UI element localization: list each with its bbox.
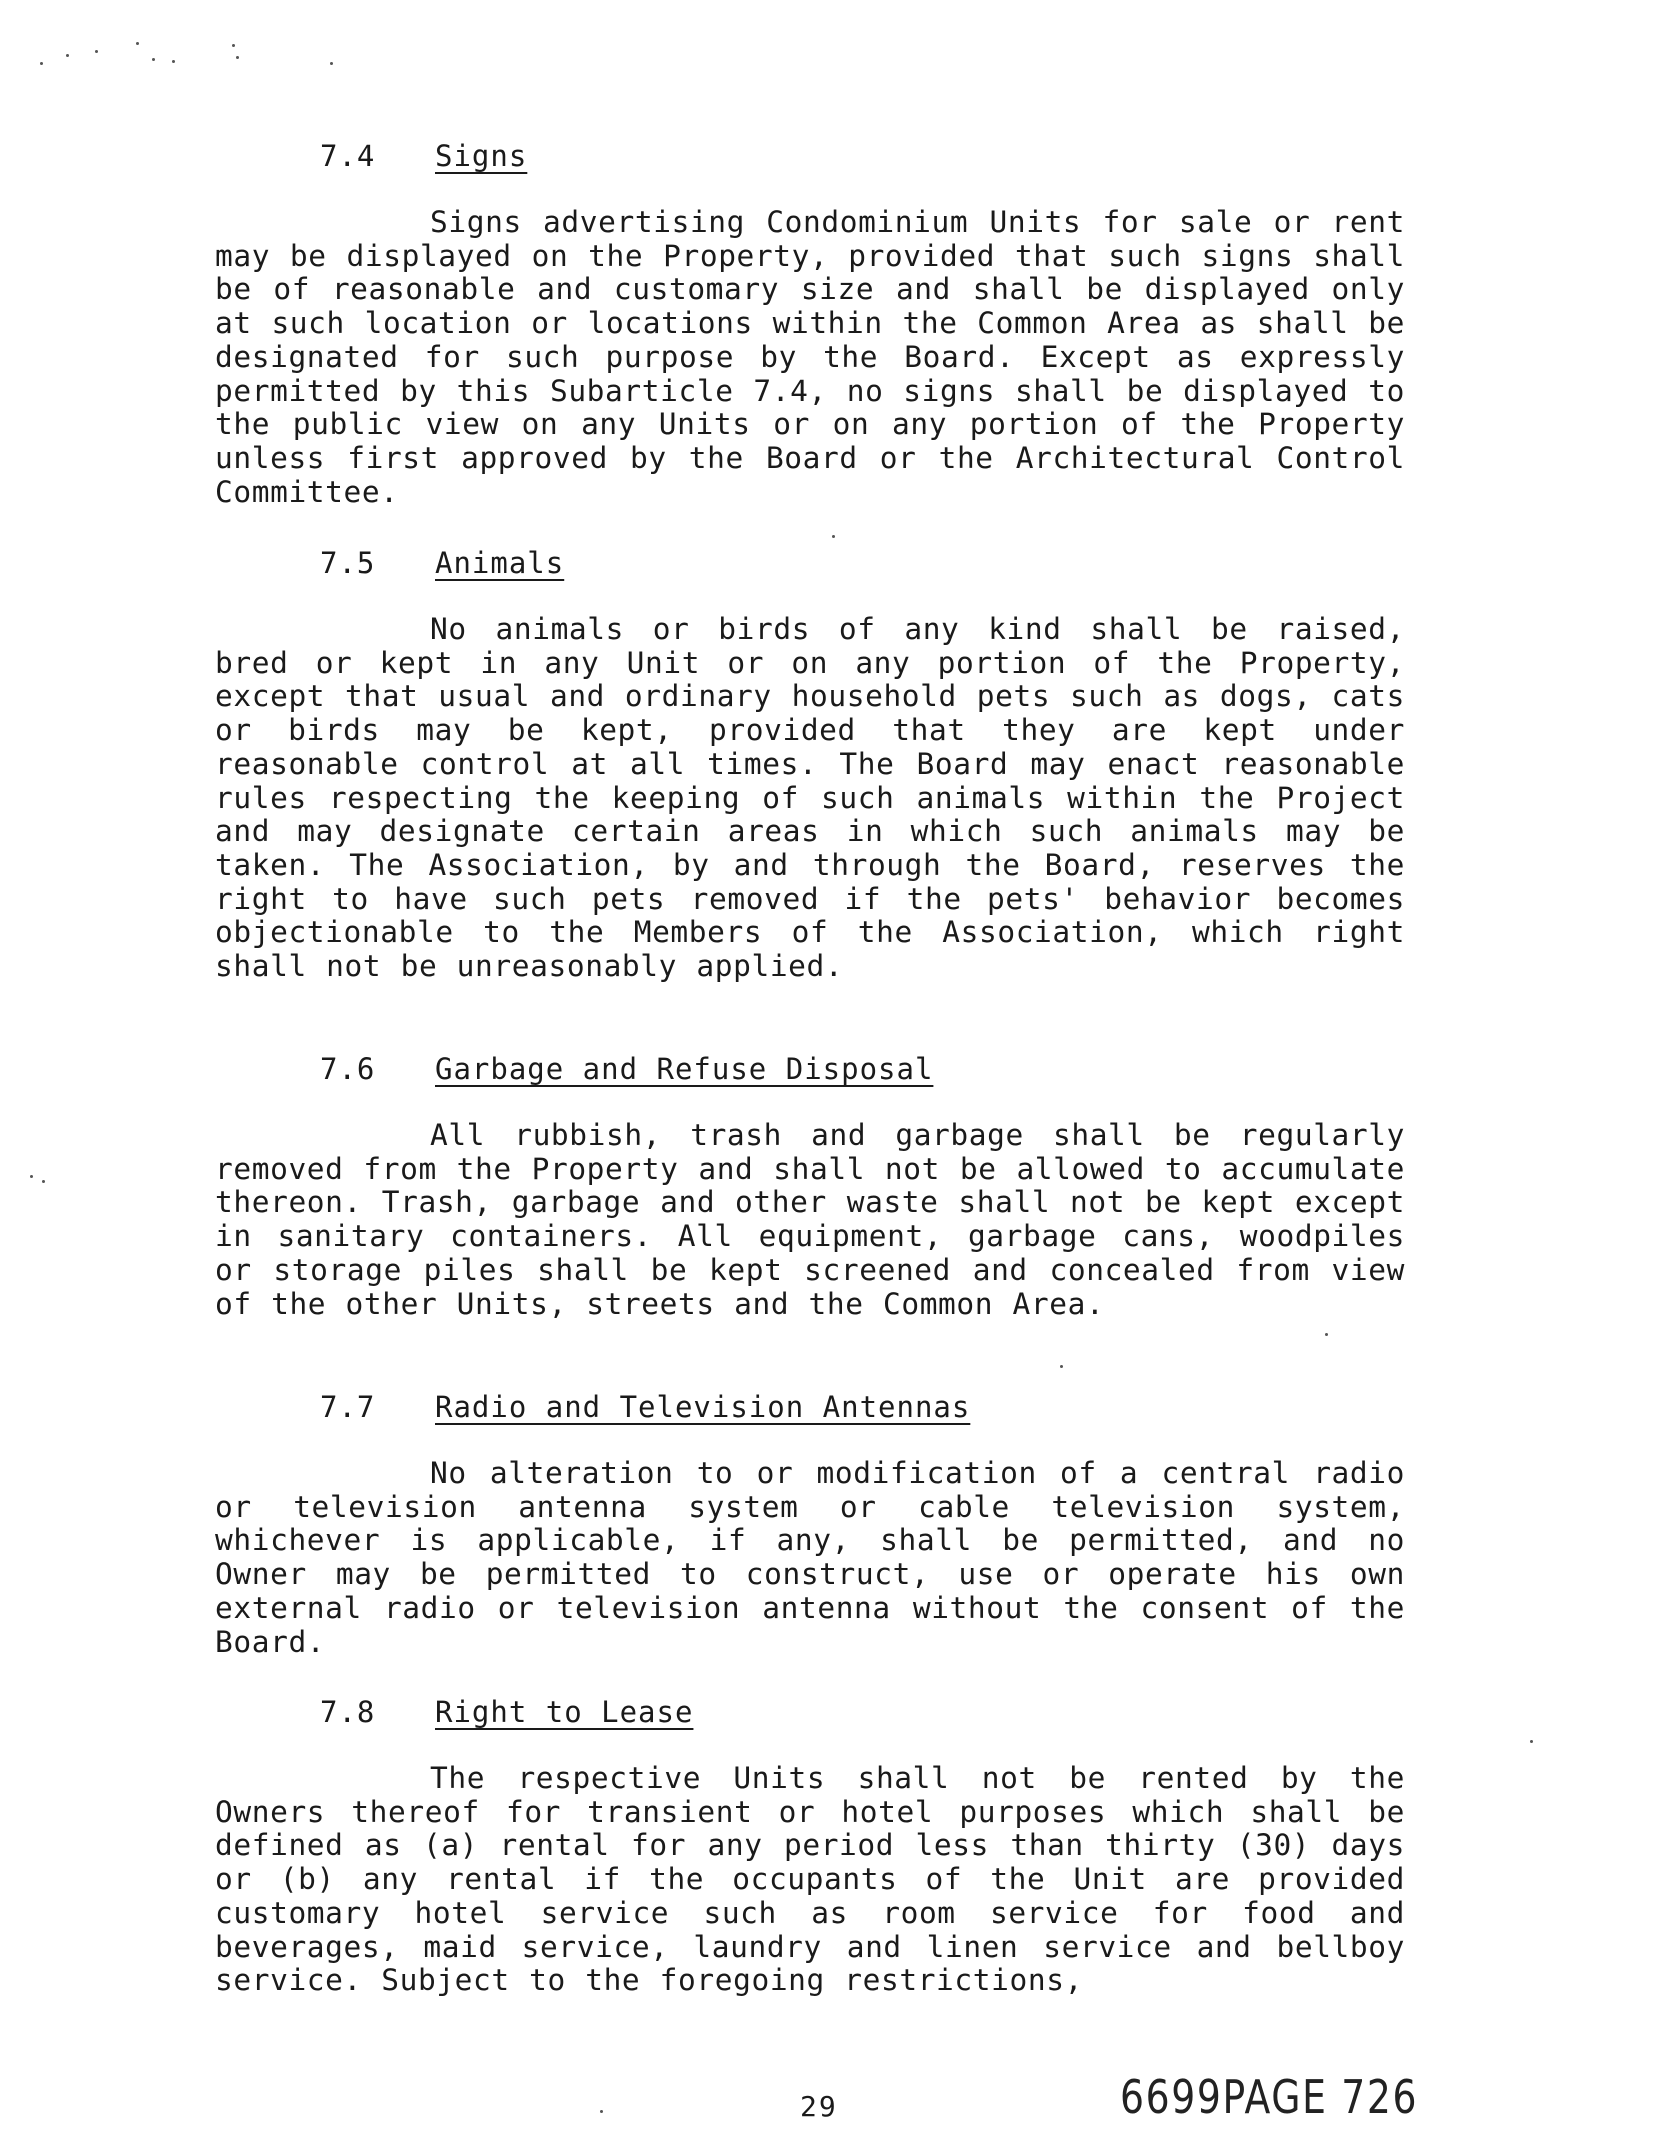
scan-speck	[40, 62, 43, 65]
scan-speck	[136, 42, 139, 45]
section-title: Signs	[435, 139, 528, 173]
scan-speck	[66, 54, 69, 57]
section-7-5	[215, 543, 1405, 1013]
section-number: 7.7	[320, 1390, 376, 1424]
section-7-8	[215, 1692, 1405, 2027]
section-heading	[215, 136, 1405, 176]
scan-speck	[232, 44, 235, 47]
scan-speck	[30, 1175, 33, 1178]
scan-speck	[1060, 1365, 1063, 1368]
scan-speck	[330, 62, 333, 65]
section-7-4	[215, 136, 1405, 539]
section-number: 7.8	[320, 1695, 376, 1729]
scan-speck	[172, 60, 175, 63]
scan-speck	[1530, 1740, 1533, 1743]
section-7-6	[215, 1049, 1405, 1351]
section-heading	[215, 543, 1405, 583]
scan-speck	[152, 58, 155, 61]
page-number: 29	[800, 2090, 838, 2123]
section-title: Radio and Television Antennas	[435, 1390, 971, 1424]
section-heading	[215, 1387, 1405, 1427]
section-heading	[215, 1692, 1405, 1732]
scan-speck	[42, 1180, 45, 1183]
section-body: No animals or birds of any kind shall be raised, bred or kept in any Unit or on any portion of the Property, except that usual and ordinary household pets such as dogs, cats or birds may be kept, provided that they are kept under reasonable control at all times. The Board may enact reasonable rules respecting the keeping of such animals within the Project and may designate certain areas in which such animals may be taken. The Association, by and through the Board, reserves the right to have such pets removed if the pets' behavior becomes objectionable to the Members of the Association, which right shall not be unreasonably applied.	[215, 612, 1405, 984]
section-heading	[215, 1049, 1405, 1089]
section-title: Garbage and Refuse Disposal	[435, 1052, 934, 1086]
section-number: 7.4	[320, 139, 376, 173]
scan-speck	[95, 50, 98, 53]
section-body: No alteration to or modification of a central radio or television antenna system or cable television system, whichever is applicable, if any, shall be permitted, and no Owner may be permitted to construct, use or operate his own external radio or television antenna without the consent of the Board.	[215, 1456, 1405, 1659]
section-number: 7.6	[320, 1052, 376, 1086]
section-body: All rubbish, trash and garbage shall be regularly removed from the Property and shall not be allowed to accumulate thereon. Trash, garbage and other waste shall not be kept except in sanitary containers. All equipment, garbage cans, woodpiles or storage piles shall be kept screened and concealed from view of the other Units, streets and the Common Area.	[215, 1118, 1405, 1321]
book-page-stamp: 6699PAGE 726	[1120, 2070, 1419, 2124]
section-7-7	[215, 1387, 1405, 1689]
section-body: The respective Units shall not be rented by the Owners thereof for transient or hotel purposes which shall be defined as (a) rental for any period less than thirty (30) days or (b) any rental if the occupants of the Unit are provided customary hotel service such as room service for food and beverages, maid service, laundry and linen service and bellboy service. Subject to the foregoing restrictions,	[215, 1761, 1405, 1998]
scan-speck	[600, 2110, 603, 2113]
section-body: Signs advertising Condominium Units for sale or rent may be displayed on the Property, provided that such signs shall be of reasonable and customary size and shall be displayed only at such location or locations within the Common Area as shall be designated for such purpose by the Board. Except as expressly permitted by this Subarticle 7.4, no signs shall be displayed to the public view on any Units or on any portion of the Property unless first approved by the Board or the Architectural Control Committee.	[215, 205, 1405, 509]
section-title: Animals	[435, 546, 565, 580]
scan-speck	[236, 56, 239, 59]
section-title: Right to Lease	[435, 1695, 694, 1729]
section-number: 7.5	[320, 546, 376, 580]
